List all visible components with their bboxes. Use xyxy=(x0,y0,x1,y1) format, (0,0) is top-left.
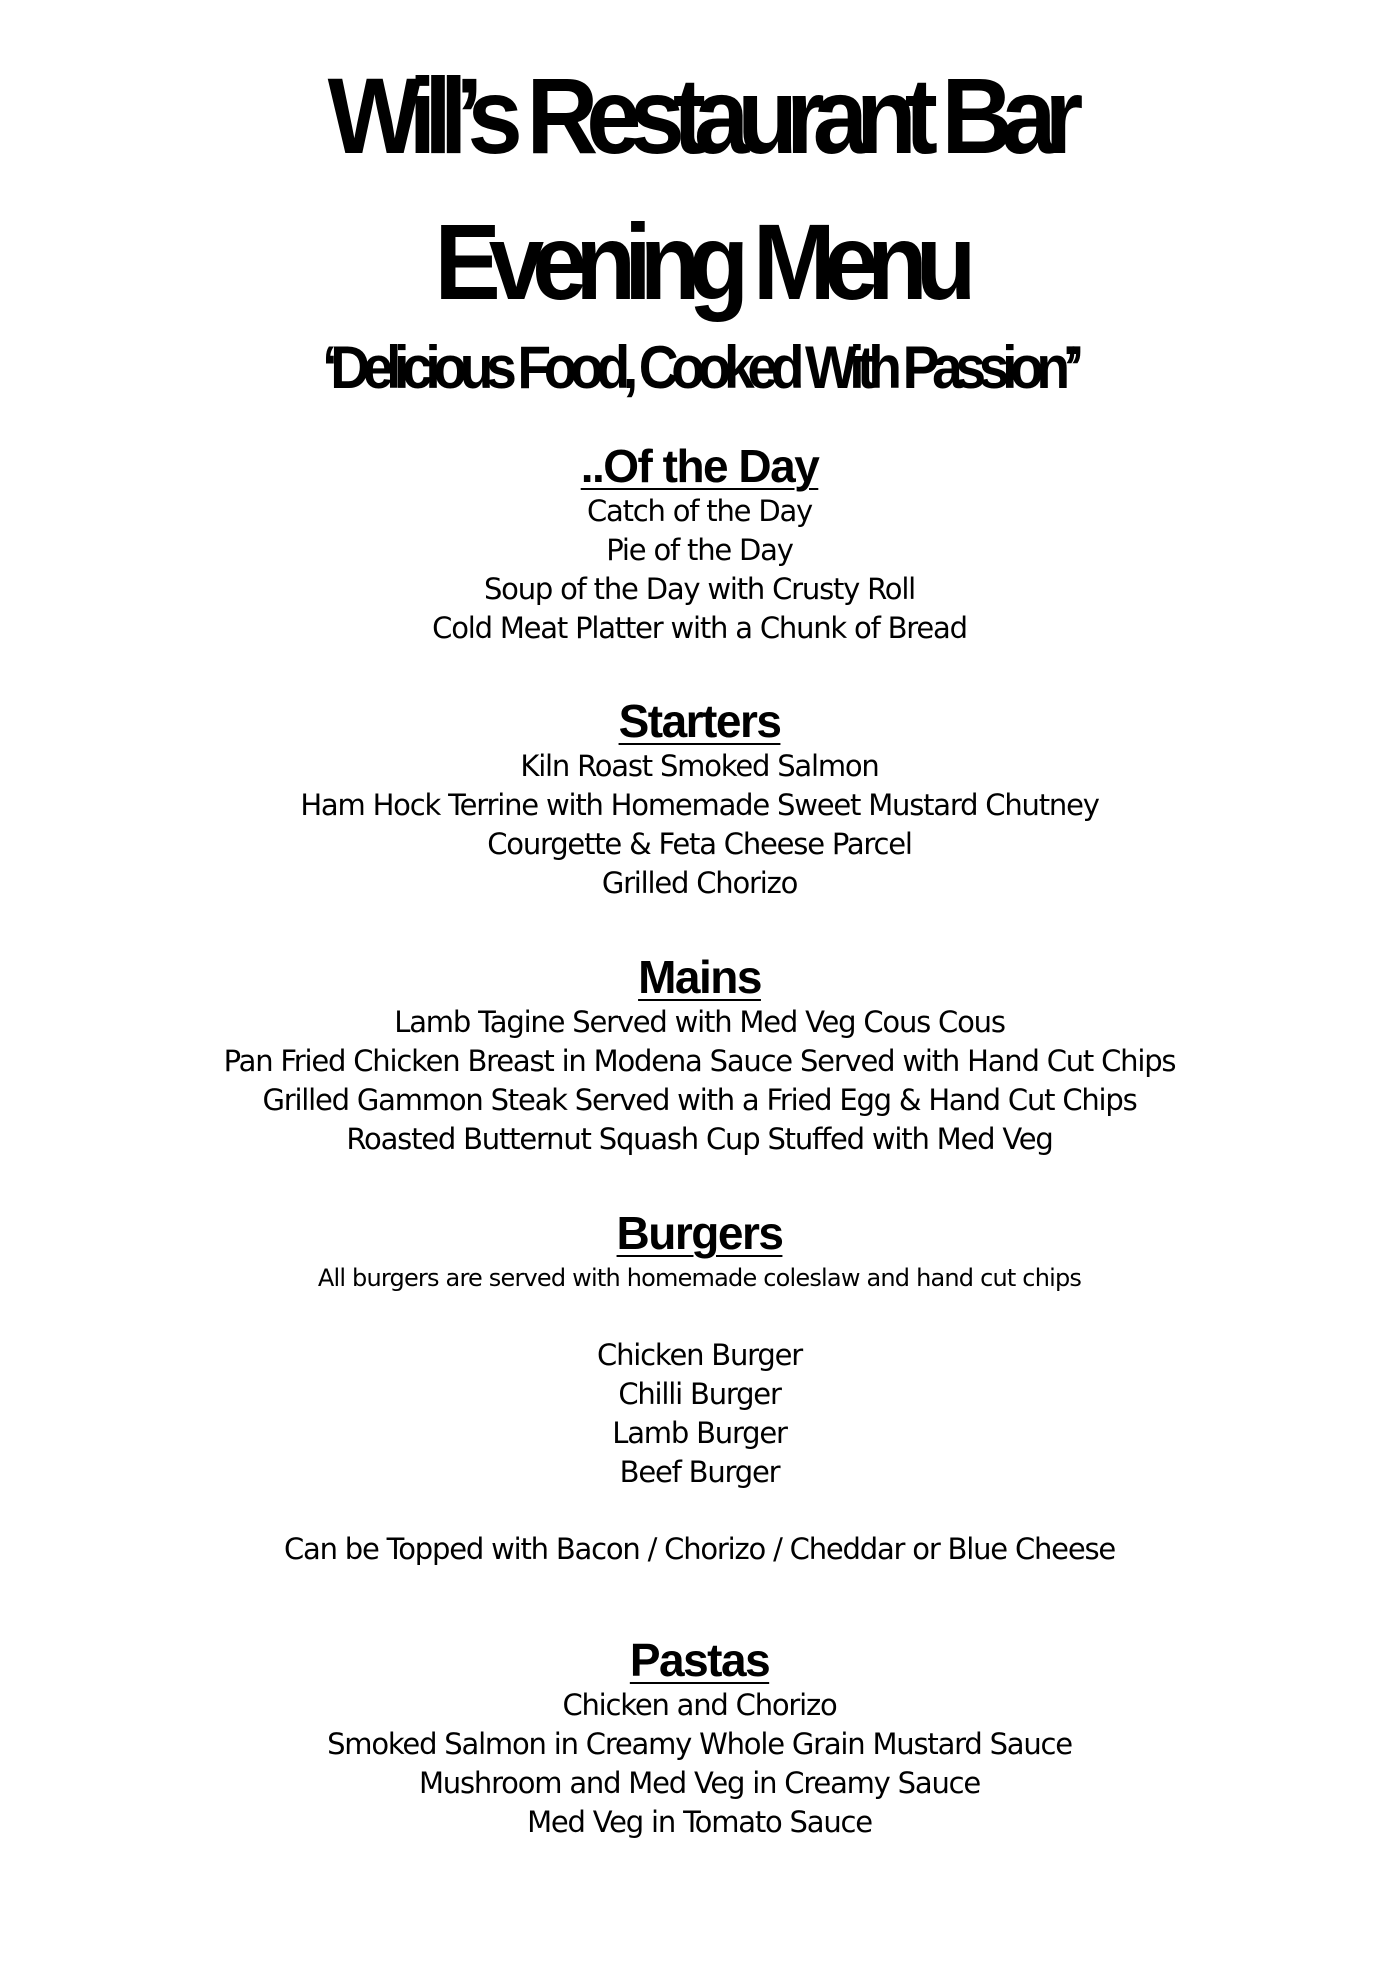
menu-item: Mushroom and Med Veg in Creamy Sauce xyxy=(418,1766,981,1800)
menu-item: Ham Hock Terrine with Homemade Sweet Mustard Chutney xyxy=(300,788,1099,822)
section-pastas xyxy=(0,1634,1399,1842)
menu-item: Chicken Burger xyxy=(597,1338,802,1372)
section-heading: Pastas xyxy=(629,1634,770,1686)
menu-item: Med Veg in Tomato Sauce xyxy=(527,1805,872,1839)
menu-item: Lamb Burger xyxy=(612,1416,787,1450)
tagline: ‘Delicious Food, Cooked With Passion’’ xyxy=(322,334,1077,401)
section-burgers xyxy=(0,1207,1399,1569)
section-heading: Burgers xyxy=(616,1207,783,1259)
menu-item: Pan Fried Chicken Breast in Modena Sauce Served with Hand Cut Chips xyxy=(223,1044,1176,1078)
menu-item: Pie of the Day xyxy=(606,533,793,567)
spacer xyxy=(0,1492,1399,1530)
section-heading: Starters xyxy=(618,695,781,747)
menu-item: Courgette & Feta Cheese Parcel xyxy=(487,827,912,861)
burgers-note: All burgers are served with homemade coleslaw and hand cut chips xyxy=(317,1264,1082,1292)
spacer xyxy=(0,1298,1399,1336)
restaurant-title: Will’s Restaurant Bar xyxy=(327,55,1072,176)
menu-item: Beef Burger xyxy=(619,1455,780,1489)
menu-item: Grilled Gammon Steak Served with a Fried Egg & Hand Cut Chips xyxy=(262,1083,1137,1117)
section-of-the-day xyxy=(0,440,1399,648)
menu-item: Smoked Salmon in Creamy Whole Grain Mustard Sauce xyxy=(327,1727,1072,1761)
menu-item: Soup of the Day with Crusty Roll xyxy=(483,572,916,606)
burger-toppings: Can be Topped with Bacon / Chorizo / Cheddar or Blue Cheese xyxy=(283,1532,1116,1566)
section-mains xyxy=(0,951,1399,1159)
menu-item: Grilled Chorizo xyxy=(601,866,798,900)
menu-item: Kiln Roast Smoked Salmon xyxy=(520,749,879,783)
menu-item: Catch of the Day xyxy=(587,494,812,528)
menu-item: Lamb Tagine Served with Med Veg Cous Cous xyxy=(394,1005,1005,1039)
section-heading: ..Of the Day xyxy=(580,440,819,492)
menu-item: Roasted Butternut Squash Cup Stuffed with Med Veg xyxy=(346,1122,1053,1156)
section-starters xyxy=(0,695,1399,903)
menu-item: Chicken and Chorizo xyxy=(562,1688,837,1722)
menu-item: Chilli Burger xyxy=(618,1377,781,1411)
section-heading: Mains xyxy=(638,951,761,1003)
menu-title: Evening Menu xyxy=(434,201,965,322)
menu-item: Cold Meat Platter with a Chunk of Bread xyxy=(432,611,967,645)
